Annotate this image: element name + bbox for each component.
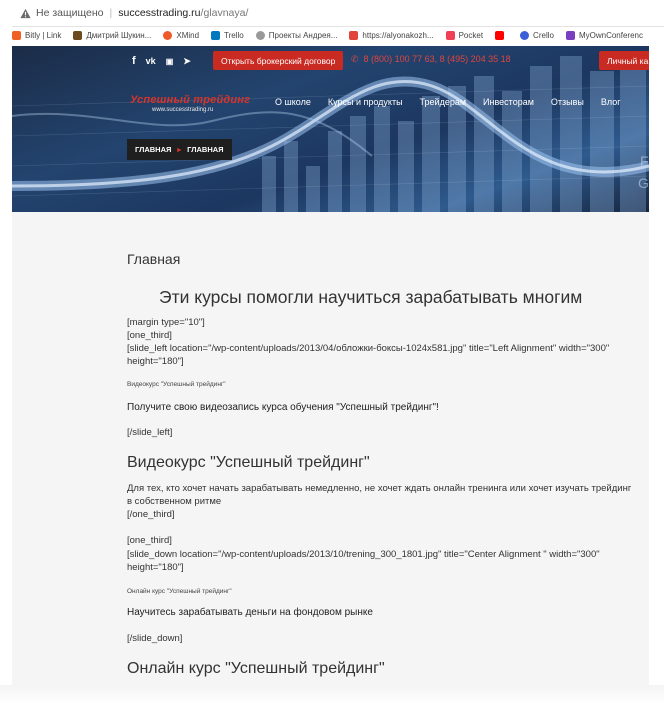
bookmark-youtube[interactable] xyxy=(495,31,508,40)
nav-item-investors[interactable]: Инвесторам xyxy=(483,97,534,107)
main-content xyxy=(12,212,649,685)
site-header xyxy=(12,46,649,212)
site-logo[interactable] xyxy=(130,94,250,113)
nav-item-reviews[interactable]: Отзывы xyxy=(550,97,584,107)
xmind-icon xyxy=(163,31,172,40)
bookmark-trello[interactable] xyxy=(211,31,244,40)
phone-icon: ✆ xyxy=(351,54,359,64)
account-button[interactable]: Личный ка xyxy=(599,51,649,70)
t-icon xyxy=(349,31,358,40)
nav-item-traders[interactable]: Трейдерам xyxy=(419,97,467,107)
security-label[interactable]: Не защищено xyxy=(36,7,104,19)
course-heading: Видеокурс "Успешный трейдинг" xyxy=(127,454,370,471)
shortcode-text: height="180"] xyxy=(127,356,184,367)
logo-url: www.successtrading.ru xyxy=(152,107,214,113)
promo-text: Получите свою видеозапись курса обучения "Успешный трейдинг"! xyxy=(127,402,439,413)
course-description: Для тех, кто хочет начать зарабатывать немедленно, не хочет ждать онлайн тренинга или хочет изучать трейдинг xyxy=(127,483,632,494)
youtube-icon[interactable]: ▣ xyxy=(165,56,174,66)
warning-icon xyxy=(20,8,31,19)
breadcrumb-current: ГЛАВНАЯ xyxy=(187,145,224,154)
caption-text: Онлайн курс "Успешный трейдинг" xyxy=(127,588,232,595)
phone-numbers[interactable] xyxy=(351,54,511,65)
trello-icon xyxy=(211,31,220,40)
bookmark-label: Pocket xyxy=(458,30,484,40)
shortcode-text: height="180"] xyxy=(127,562,184,573)
bookmark-icon xyxy=(73,31,82,40)
phone-text: 8 (800) 100 77 63, 8 (495) 204 35 18 xyxy=(363,54,511,64)
promo-text: Научитесь зарабатывать деньги на фондовом рынке xyxy=(127,607,373,618)
url-path[interactable]: /glavnaya/ xyxy=(200,7,249,19)
bookmark-label: XMind xyxy=(176,30,200,40)
breadcrumb xyxy=(127,139,232,160)
vk-icon[interactable]: vk xyxy=(145,56,156,66)
bookmark-crello[interactable] xyxy=(520,31,554,40)
address-bar[interactable] xyxy=(12,0,664,27)
bookmark-label: Crello xyxy=(533,30,554,40)
shortcode-text: [/slide_down] xyxy=(127,633,183,644)
svg-text:F: F xyxy=(640,153,649,169)
page-bottom-edge xyxy=(0,685,664,705)
bookmark-myownconference[interactable] xyxy=(566,31,643,40)
page-title: Главная xyxy=(127,251,181,267)
address-separator: | xyxy=(109,7,113,19)
shortcode-text: [margin type="10"] xyxy=(127,317,205,328)
open-brokerage-button[interactable]: Открыть брокерский договор xyxy=(213,51,343,70)
bitly-icon xyxy=(12,31,21,40)
pocket-icon xyxy=(446,31,455,40)
shortcode-text: [slide_left location="/wp-content/uploads/2013/04/обложки-боксы-1024x581.jpg" title="Left Alignment" width="300" xyxy=(127,343,610,354)
section-heading: Эти курсы помогли научиться зарабатывать многим xyxy=(159,287,583,307)
shortcode-text: [/one_third] xyxy=(127,509,175,520)
bookmark-shukin[interactable] xyxy=(73,31,151,40)
facebook-icon[interactable]: f xyxy=(132,55,136,67)
shortcode-text: [slide_down location="/wp-content/uploads/2013/10/trening_300_1801.jpg" title="Center Alignment " width="300" xyxy=(127,549,600,560)
bookmark-label: Trello xyxy=(224,30,244,40)
nav-item-courses[interactable]: Курсы и продукты xyxy=(327,97,403,107)
telegram-icon[interactable]: ➤ xyxy=(183,55,191,66)
youtube-icon xyxy=(495,31,504,40)
bookmark-label: Bitly | Link xyxy=(25,30,62,40)
bookmarks-bar xyxy=(12,27,664,43)
course-description: в собственном ритме xyxy=(127,496,222,507)
shortcode-text: [one_third] xyxy=(127,535,172,546)
svg-text:G: G xyxy=(638,175,649,191)
bookmark-pocket[interactable] xyxy=(446,31,483,40)
bookmark-label: https://alyonakozh... xyxy=(362,30,434,40)
course-heading: Онлайн курс "Успешный трейдинг" xyxy=(127,660,385,677)
nav-item-vlog[interactable]: Влог xyxy=(600,97,621,107)
bookmark-alyonakozh[interactable] xyxy=(349,31,433,40)
breadcrumb-arrow-icon: ▸ xyxy=(177,145,182,154)
crello-icon xyxy=(520,31,529,40)
myownconference-icon xyxy=(566,31,575,40)
nav-item-about[interactable]: О школе xyxy=(275,97,311,107)
logo-name: Успешный трейдинг xyxy=(130,94,251,106)
bookmark-label: Дмитрий Шукин... xyxy=(86,30,152,40)
bookmark-bitly[interactable] xyxy=(12,31,61,40)
caption-text: Видеокурс "Успешный трейдинг" xyxy=(127,381,226,388)
bookmark-label: MyOwnConferenc xyxy=(578,30,643,40)
bookmark-projects[interactable] xyxy=(256,31,338,40)
shortcode-text: [one_third] xyxy=(127,330,172,341)
bulb-icon xyxy=(256,31,265,40)
main-nav xyxy=(275,97,638,107)
breadcrumb-home[interactable]: ГЛАВНАЯ xyxy=(135,145,172,154)
bookmark-label: Проекты Андрея... xyxy=(268,30,338,40)
url-host[interactable]: successtrading.ru xyxy=(118,7,201,19)
shortcode-text: [/slide_left] xyxy=(127,427,173,438)
bookmark-xmind[interactable] xyxy=(163,31,199,40)
